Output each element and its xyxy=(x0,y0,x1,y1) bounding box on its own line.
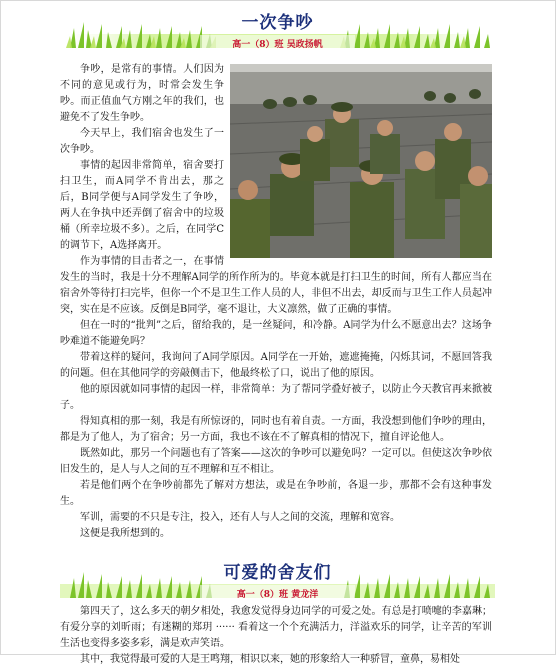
article1-paragraph: 事情的起因非常简单，宿舍要打扫卫生，而A同学不肯出去，那之后，B同学便与A同学发生了争吵，两人在争执中还弄倒了宿舍中的垃圾桶（所幸垃圾不多）。之后，在同学C的调节下，A选择离开。 xyxy=(60,160,224,251)
military-training-photo xyxy=(230,64,492,258)
article1-banner xyxy=(60,6,495,50)
article1-paragraph: 今天早上，我们宿舍也发生了一次争吵。 xyxy=(60,128,224,155)
article2-title: 可爱的舍友们 xyxy=(223,563,332,583)
article1-photo xyxy=(230,64,492,258)
article1-paragraph: 作为事情的目击者之一，在事情发生的当时，我是十分不理解A同学的所作所为的。毕竟本就是打扫卫生的时间，所有人都应当在宿舍外等待打扫完毕，但你一个不是卫生工作人员的人，非但不出去，却反而与卫生工作人员起冲突，实在是不应该。反倒是B同学，毫不退让，大义凛然，做了正确的事情。 xyxy=(60,256,492,315)
article2-body xyxy=(60,604,492,668)
article1-body xyxy=(60,62,492,542)
article1-title: 一次争吵 xyxy=(241,13,314,33)
article1-paragraph: 争吵，是常有的事情。人们因为不同的意见或行为，时常会发生争吵。而正值血气方刚之年的我们，也避免不了发生争吵。 xyxy=(60,64,224,123)
article1-paragraph: 带着这样的疑问，我询问了A同学原因。A同学在一开始，遮遮掩掩，闪烁其词，不愿回答我的问题。但在其他同学的旁敲侧击下，他最终松了口，说出了他的原因。 xyxy=(60,352,492,379)
article1-paragraph: 若是他们两个在争吵前都先了解对方想法，或是在争吵前，各退一步，那都不会有这种事发生。 xyxy=(60,480,492,507)
article1-paragraph: 这便是我所想到的。 xyxy=(80,528,170,539)
article1-byline: 高一（8）班 吴政扬帆 xyxy=(232,40,323,50)
article1-paragraph: 得知真相的那一刻，我是有所惊讶的，同时也有着自责。一方面，我没想到他们争吵的理由，都是为了他人，为了宿舍；另一方面，我也不该在不了解真相的情况下，擅自评论他人。 xyxy=(60,416,492,443)
article1-paragraph: 他的原因就如同事情的起因一样，非常简单：为了帮同学叠好被子，以防止今天教官再来掀被子。 xyxy=(60,384,492,411)
article2-byline: 高一（8）班 黄龙洋 xyxy=(236,590,319,600)
article2-paragraph: 第四天了，这么多天的朝夕相处，我愈发觉得身边同学的可爱之处。有总是打喷嚏的李嘉琳；有爱分享的刘昕雨；有迷糊的郑玥 ······ 看着这一个个充满活力，洋溢欢乐的同学，让辛苦的军训生活也变得多姿多彩，满是欢声笑语。 xyxy=(60,606,492,649)
article1-paragraph: 军训，需要的不只是专注，投入，还有人与人之间的交流，理解和宽容。 xyxy=(80,512,400,523)
article2-banner xyxy=(60,556,495,600)
article1-paragraph: 但在一时的“批判”之后，留给我的，是一丝疑问，和冷静。A同学为什么不愿意出去？这场争吵难道不能避免吗？ xyxy=(60,320,492,347)
article1-paragraph: 既然如此，那另一个问题也有了答案——这次的争吵可以避免吗？一定可以。但使这次争吵依旧发生的，是人与人之间的互不理解和互不相让。 xyxy=(60,448,492,475)
article2-paragraph: 其中，我觉得最可爱的人是王鸣翔，相识以来，她的形象给人一种骄冒，童鼻，易相处 xyxy=(80,654,460,665)
